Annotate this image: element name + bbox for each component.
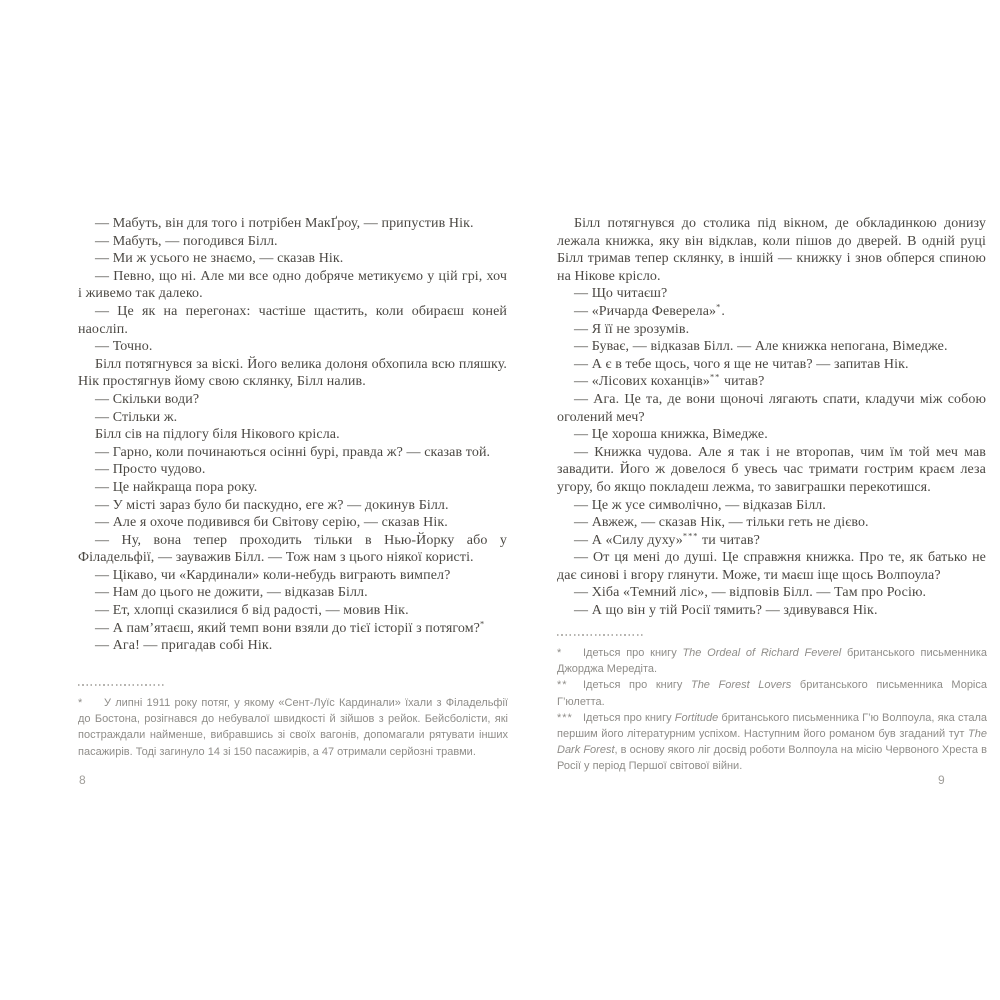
footnote-reference-marker: * (716, 302, 722, 312)
footnote-text (557, 679, 987, 707)
paragraph (78, 532, 507, 567)
paragraph (557, 426, 986, 444)
text-segment: — Це найкраща пора року. (95, 479, 258, 495)
footnote-separator (78, 684, 164, 686)
footnote (557, 677, 987, 709)
text-segment: — Авжеж, — сказав Нік, — тільки геть не дієво. (574, 515, 869, 531)
footnote-marker: ** (557, 679, 568, 692)
text-segment: ти читав? (698, 532, 760, 548)
text-segment: Білл потягнувся до столика під вікном, де обкладинкою донизу лежала книжка, яку він відклав, коли пішов до дверей. В одній руці Білл тримав тепер склянку, в іншій — книжку і знов обперся спиною на Нікове крісло. (557, 216, 986, 284)
page-right-body (557, 215, 986, 620)
paragraph (557, 602, 986, 620)
text-segment: — От ця мені до душі. Це справжня книжка. Про те, як батько не дає синові і вгору глянути. Може, ти маєш іще щось Волпоула? (557, 550, 986, 583)
footnote-marker: * (78, 697, 84, 709)
paragraph (557, 373, 986, 391)
paragraph (78, 215, 507, 233)
paragraph (557, 303, 986, 321)
text-segment: читав? (720, 374, 765, 390)
text-segment: — Ет, хлопці сказилися б від радості, — мовив Нік. (95, 603, 409, 619)
paragraph (557, 391, 986, 426)
text-segment: Ідеться про книгу (583, 711, 675, 724)
text-segment: The Dark Forest (557, 728, 987, 757)
paragraph (78, 303, 507, 338)
text-segment: — Скільки води? (95, 391, 200, 407)
paragraph (78, 584, 507, 602)
text-segment: — Що читаєш? (574, 286, 668, 302)
paragraph (78, 250, 507, 268)
footnote-text (557, 647, 987, 675)
paragraph (557, 444, 986, 497)
text-segment: — Ми ж усього не знаємо, — сказав Нік. (95, 251, 344, 267)
text-segment: The Forest Lovers (690, 679, 792, 692)
text-segment: — А є в тебе щось, чого я ще не читав? — запитав Нік. (574, 356, 909, 372)
footnote-separator (557, 634, 643, 636)
footnote (78, 695, 508, 760)
paragraph (78, 233, 507, 251)
paragraph (557, 532, 986, 550)
text-segment: — Гарно, коли починаються осінні бурі, правда ж? — сказав той. (95, 444, 491, 460)
footnote-reference-marker: ** (709, 372, 721, 382)
paragraph (78, 479, 507, 497)
paragraph (557, 321, 986, 339)
paragraph (78, 444, 507, 462)
paragraph (78, 356, 507, 391)
text-segment: — Ага! — пригадав собі Нік. (95, 638, 273, 654)
paragraph (557, 215, 986, 285)
text-segment: Fortitude (674, 711, 719, 724)
page-number-right: 9 (938, 773, 945, 787)
footnote-text (557, 712, 987, 773)
paragraph (78, 514, 507, 532)
text-segment: — Це як на перегонах: частіше щастить, коли обираєш коней наосліп. (78, 303, 507, 337)
text-segment: — «Лісових коханців» (574, 374, 710, 390)
text-segment: британського письменника Моріса Г’юлетта. (557, 679, 987, 708)
text-segment: — Нам до цього не дожити, — відказав Білл. (95, 585, 368, 601)
text-segment: — Це хороша книжка, Вімедже. (574, 427, 768, 443)
paragraph (78, 268, 507, 303)
text-segment: , в основу якого ліг досвід роботи Волпоула на місію Червоного Хреста в Росії у період Першої світової війни. (557, 744, 987, 773)
footnote-text (78, 697, 508, 758)
paragraph (78, 602, 507, 620)
text-segment: — Книжка чудова. Але я так і не второпав, чим їм той меч мав завадити. Його ж довелося б увесь час тримати гострим краєм леза угору, бо якщо покладеш лежма, то завиграшки перекотишся. (557, 444, 986, 495)
footnote-reference-marker: *** (682, 531, 699, 541)
footnote (557, 645, 987, 677)
paragraph (557, 514, 986, 532)
text-segment: — Хіба «Темний ліс», — відповів Білл. — Там про Росію. (574, 585, 927, 601)
text-segment: — А «Силу духу» (574, 532, 683, 548)
text-segment: британського письменника Г’ю Волпоула, яка стала першим його літературним успіхом. Наступним його романом був згаданий тут (557, 711, 988, 741)
text-segment: — Мабуть, — погодився Білл. (95, 233, 278, 249)
text-segment: The Ordeal of Richard Feverel (682, 647, 842, 659)
paragraph (78, 461, 507, 479)
text-segment: — Ну, вона тепер проходить тільки в Нью-Йорку або у Філадельфії, — зауважив Білл. — Тож нам з цього ніякої користі. (78, 532, 507, 566)
paragraph (78, 391, 507, 409)
text-segment: — Буває, — відказав Білл. — Але книжка непогана, Вімедже. (574, 339, 948, 355)
text-segment: — Просто чудово. (95, 462, 206, 478)
text-segment: — Точно. (95, 339, 153, 355)
page-left-footnotes (78, 684, 508, 760)
text-segment: Ідеться про книгу (583, 647, 683, 659)
paragraph (78, 338, 507, 356)
text-segment: — У місті зараз було би паскудно, еге ж? — докинув Білл. (95, 497, 449, 513)
text-segment: . (721, 303, 725, 319)
paragraph (557, 285, 986, 303)
page-left-body (78, 215, 507, 655)
paragraph (557, 497, 986, 515)
paragraph (78, 567, 507, 585)
text-segment: У липні 1911 року потяг, у якому «Сент-Луїс Кардинали» їхали з Філадельфії до Бостона, розігнався до небувалої швидкості й зійшов з рейок. Бейсболісти, які постраждали найменше, вибравшись зі своїх вагонів, допомагали рятувати інших пасажирів. Тоді загинуло 14 зі 150 пасажирів, а 47 отримали серйозні травми. (78, 697, 508, 758)
text-segment: — А що він у тій Росії тямить? — здивувався Нік. (574, 603, 878, 619)
text-segment: — Стільки ж. (95, 409, 178, 425)
paragraph (78, 620, 507, 638)
text-segment: — А пам’ятаєш, який темп вони взяли до тієї історії з потягом? (95, 620, 480, 636)
text-segment: — Це ж усе символічно, — відказав Білл. (574, 497, 826, 513)
paragraph (78, 637, 507, 655)
paragraph (557, 356, 986, 374)
paragraph (78, 426, 507, 444)
paragraph (557, 338, 986, 356)
paragraph (557, 584, 986, 602)
footnote (557, 710, 987, 775)
text-segment: — Цікаво, чи «Кардинали» коли-небудь виграють вимпел? (95, 567, 451, 583)
text-segment: Ідеться про книгу (583, 679, 691, 692)
paragraph (78, 497, 507, 515)
paragraph (557, 549, 986, 584)
text-segment: Білл потягнувся за віскі. Його велика долоня обхопила всю пляшку. Нік простягнув йому свою склянку, Білл налив. (78, 356, 507, 390)
text-segment: — «Ричарда Феверела» (574, 303, 717, 319)
footnote-marker: *** (557, 711, 573, 724)
text-segment: — Я її не зрозумів. (574, 321, 690, 337)
footnote-reference-marker: * (480, 619, 486, 628)
paragraph (78, 409, 507, 427)
page-number-left: 8 (79, 773, 86, 787)
text-segment: британського письменника Джорджа Мередіта. (557, 647, 988, 676)
footnote-marker: * (557, 647, 563, 659)
text-segment: Білл сів на підлогу біля Нікового крісла. (95, 427, 340, 443)
text-segment: — Певно, що ні. Але ми все одно добряче метикуємо у цій грі, хоч і живемо так далеко. (78, 268, 507, 302)
page-right-footnotes (557, 634, 987, 775)
text-segment: — Ага. Це та, де вони щоночі лягають спати, кладучи між собою оголений меч? (557, 391, 986, 425)
text-segment: — Але я охоче подивився би Світову серію, — сказав Нік. (95, 515, 448, 531)
text-segment: — Мабуть, він для того і потрібен МакҐроу, — припустив Нік. (95, 216, 474, 231)
